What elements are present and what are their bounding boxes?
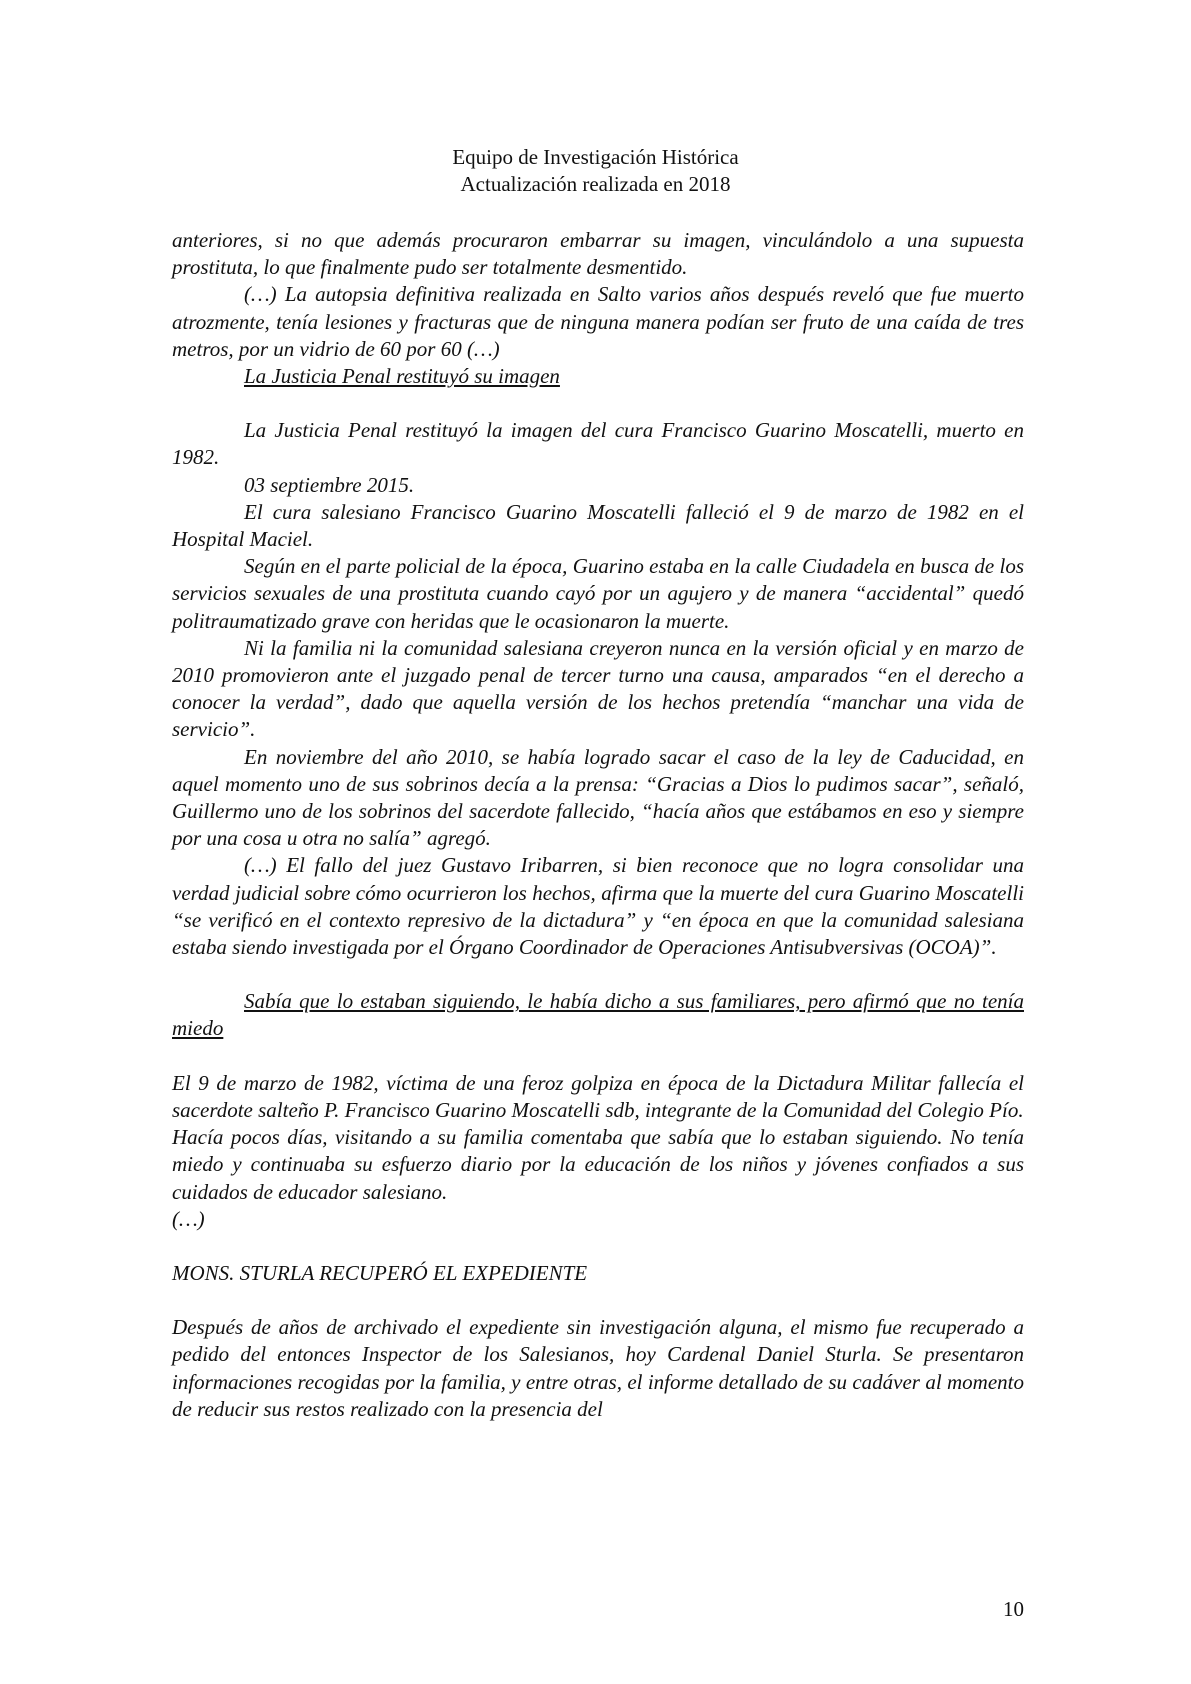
paragraph: El 9 de marzo de 1982, víctima de una feroz golpiza en época de la Dictadura Militar fallecía el sacerdote salteño P. Francisco Guarino Moscatelli sdb, integrante de la Comunidad del Colegio Pío. — [172, 1070, 1024, 1122]
paragraph: (…) La autopsia definitiva realizada en Salto varios años después reveló que fue muerto atrozmente, tenía lesiones y fracturas que de ninguna manera podían ser fruto de una caída de tres metros, por un vidrio de 60 por 60 (…) — [172, 282, 1024, 361]
document-body — [172, 227, 1024, 1423]
header-line-2: Actualización realizada en 2018 — [460, 172, 731, 196]
blank-line — [172, 1043, 1024, 1070]
blank-line — [172, 390, 1024, 417]
paragraph: anteriores, si no que además procuraron embarrar su imagen, vinculándolo a una supuesta prostituta, lo que finalmente pudo ser totalmente desmentido. — [172, 228, 1024, 280]
page-number: 10 — [1003, 1597, 1024, 1621]
section-heading: Sabía que lo estaban siguiendo, le había dicho a sus familiares, pero afirmó que no tenía miedo — [172, 989, 1024, 1041]
paragraph: Hacía pocos días, visitando a su familia comentaba que sabía que lo estaban siguiendo. No tenía miedo y continuaba su esfuerzo diario por la educación de los niños y jóvenes confiados a sus cuidados de educador salesiano. — [172, 1125, 1024, 1204]
paragraph: El cura salesiano Francisco Guarino Moscatelli falleció el 9 de marzo de 1982 en el Hospital Maciel. — [172, 499, 1024, 552]
section-heading: MONS. STURLA RECUPERÓ EL EXPEDIENTE — [172, 1260, 588, 1285]
paragraph: La Justicia Penal restituyó la imagen del cura Francisco Guarino Moscatelli, muerto en 1982. — [172, 418, 1024, 470]
page-header — [0, 144, 1191, 198]
header-line-1: Equipo de Investigación Histórica — [452, 145, 739, 169]
paragraph: Después de años de archivado el expediente sin investigación alguna, el mismo fue recuperado a pedido del entonces Inspector de los Salesianos, hoy Cardenal Daniel Sturla. Se presentaron informaciones recogidas por la familia, y entre otras, el informe detallado de su cadáver al momento de reducir sus restos realizado con la presencia del — [172, 1315, 1024, 1421]
paragraph: Ni la familia ni la comunidad salesiana creyeron nunca en la versión oficial y en marzo de 2010 promovieron ante el juzgado penal de tercer turno una causa, amparados “en el derecho a conocer la verdad”, dado que aquella versión de los hechos pretendía “manchar una vida de servicio”. — [172, 635, 1024, 742]
paragraph: (…) — [172, 1206, 205, 1231]
blank-line — [172, 1287, 1024, 1314]
paragraph: Según en el parte policial de la época, Guarino estaba en la calle Ciudadela en busca de los servicios sexuales de una prostituta cuando cayó por un agujero y de manera “accidental” quedó politraumatizado grave con heridas que le ocasionaron la muerte. — [172, 554, 1024, 633]
section-heading: La Justicia Penal restituyó su imagen — [244, 364, 560, 389]
blank-line — [172, 1233, 1024, 1260]
paragraph: (…) El fallo del juez Gustavo Iribarren, si bien reconoce que no logra consolidar una verdad judicial sobre cómo ocurrieron los hechos, afirma que la muerte del cura Guarino Moscatelli “se verificó en el contexto represivo de la dictadura” y “en época en que la comunidad salesiana estaba siendo investigada por el Órgano Coordinador de Operaciones Antisubversivas (OCOA)”. — [172, 853, 1024, 960]
blank-line — [172, 961, 1024, 988]
date-line: 03 septiembre 2015. — [244, 472, 415, 497]
paragraph: En noviembre del año 2010, se había logrado sacar el caso de la ley de Caducidad, en aquel momento uno de sus sobrinos decía a la prensa: “Gracias a Dios lo pudimos sacar”, señaló, Guillermo uno de los sobrinos del sacerdote fallecido, “hacía años que estábamos en eso y siempre por una cosa u otra no salía” agregó. — [172, 744, 1024, 851]
